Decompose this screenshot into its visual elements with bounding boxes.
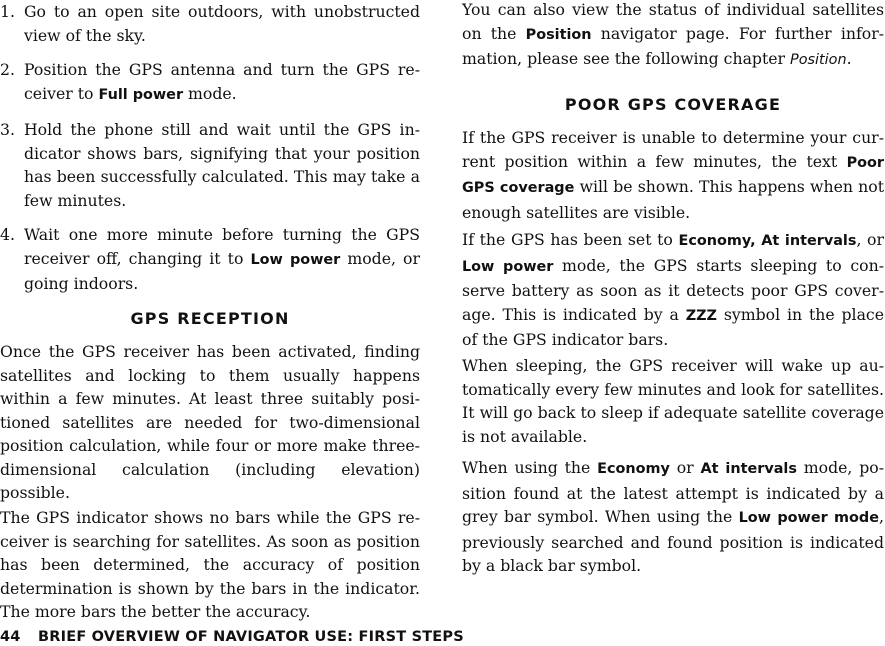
paragraph: You can also view the status of individual satellites on the Position navigator page. For further information, please see the following chapter Position. bbox=[462, 0, 885, 68]
step-number: 4. bbox=[0, 225, 15, 244]
ui-term: Low power bbox=[250, 251, 341, 268]
ui-term: Poor GPS coverage bbox=[462, 154, 884, 196]
step-item bbox=[0, 223, 420, 296]
step-text: mode, or going indoors. bbox=[24, 248, 420, 293]
ui-term: Full power bbox=[98, 86, 184, 103]
running-title: BRIEF OVERVIEW OF NAVIGATOR USE: FIRST STEPS bbox=[38, 629, 464, 645]
paragraph: The GPS indicator shows no bars while the GPS receiver is searching for satellites. As soon as position has been determined, the accuracy of position determination is shown by the bars in the indicator. The more bars the better the accuracy. bbox=[0, 508, 420, 621]
ui-term: Economy, At intervals bbox=[678, 233, 857, 249]
step-text: Go to an open site outdoors, with unobstructed view of the sky. bbox=[24, 2, 420, 45]
section-heading-gps-reception: GPS RECEPTION bbox=[130, 309, 290, 328]
paragraph: When using the Economy or At intervals mode, position found at the latest attempt is indicated by a grey bar symbol. When using the Low power mode, previously searched and found position is indicated by a black bar symbol. bbox=[462, 458, 885, 575]
step-item bbox=[0, 58, 420, 107]
step-item bbox=[0, 118, 420, 212]
step-text: Position the GPS antenna and turn the GPS receiver to bbox=[24, 60, 420, 103]
ui-term: Low power mode bbox=[738, 510, 879, 526]
step-number: 2. bbox=[0, 60, 15, 79]
ui-term: Economy bbox=[597, 461, 670, 477]
step-text: Wait one more minute before turning the GPS receiver off, changing it to bbox=[24, 225, 420, 268]
paragraph: When sleeping, the GPS receiver will wake up automatically every few minutes and look for satellites. It will go back to sleep if adequate satellite coverage is not available. bbox=[462, 356, 884, 446]
step-item bbox=[0, 0, 420, 47]
step-number: 1. bbox=[0, 2, 15, 21]
ui-term: At intervals bbox=[700, 461, 797, 477]
ui-term: ZZZ bbox=[685, 307, 717, 324]
steps-list bbox=[0, 0, 420, 307]
section-heading-poor-gps: POOR GPS COVERAGE bbox=[564, 95, 782, 114]
step-text: Hold the phone still and wait until the GPS indicator shows bars, signifying that your position has been successfully calculated. This may take a few minutes. bbox=[24, 120, 420, 210]
paragraph: If the GPS receiver is unable to determine your current position within a few minutes, the text Poor GPS coverage will be shown. This happens when not enough satellites are visible. bbox=[462, 128, 884, 222]
chapter-reference: Position bbox=[790, 52, 847, 68]
ui-term: Low power bbox=[462, 258, 554, 275]
step-text: mode. bbox=[183, 83, 237, 103]
paragraph: Once the GPS receiver has been activated, finding satellites and locking to them usually happens within a few minutes. At least three suitably positioned satellites are needed for two-dimensional position calculation, while four or more make three-dimensional calculation (including elevation) possible. bbox=[0, 342, 420, 502]
ui-term: Position bbox=[525, 26, 592, 43]
page-footer bbox=[0, 629, 464, 645]
page-number: 44 bbox=[0, 629, 21, 645]
step-number: 3. bbox=[0, 120, 15, 139]
paragraph: If the GPS has been set to Economy, At intervals, or Low power mode, the GPS starts sleeping to conserve battery as soon as it detects poor GPS coverage. This is indicated by a ZZZ symbol in the place of the GPS indicator bars. bbox=[462, 230, 884, 349]
